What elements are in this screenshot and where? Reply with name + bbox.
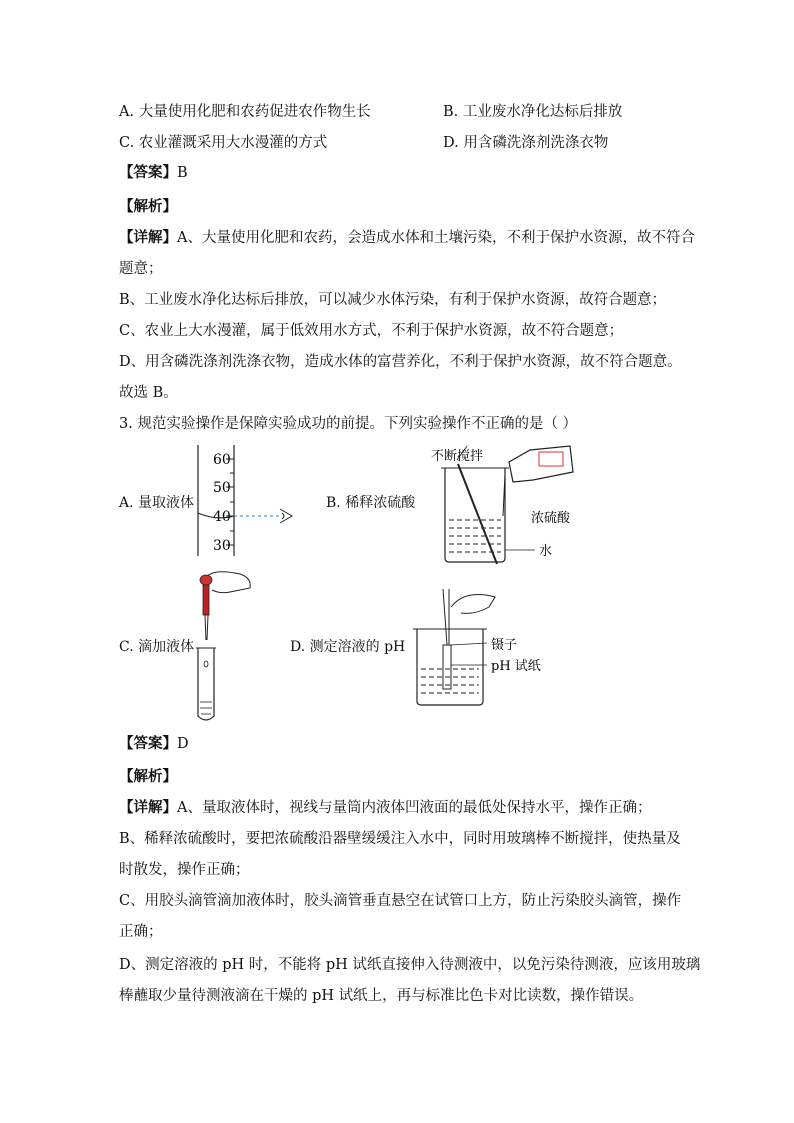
q2-answer (119, 163, 188, 183)
fig-a-label: A. 量取液体 (119, 495, 195, 511)
detail-tag: 【详解】 (119, 229, 177, 246)
tick-50: 50 (213, 480, 231, 496)
answer-tag: 【答案】 (119, 164, 177, 181)
q2-analysis-tag: 【解析】 (119, 198, 177, 215)
q3-stem: 3. 规范实验操作是保障实验成功的前提。下列实验操作不正确的是（ ） (119, 416, 578, 432)
q2-detail-line-1 (119, 228, 695, 248)
fig-a-cylinder (190, 443, 310, 563)
eye-icon (280, 509, 292, 523)
q2-detail-line-5: D、用含磷洗涤剂洗涤衣物，造成水体的富营养化，不利于保护水资源，故不符合题意。 (119, 354, 682, 370)
q2-detail-line-3: B、工业废水净化达标后排放，可以减少水体污染，有利于保护水资源，故符合题意； (119, 292, 667, 308)
q2-detail-line-4: C、农业上大水漫灌，属于低效用水方式，不利于保护水资源，故不符合题意； (119, 323, 624, 339)
fig-b-beaker (425, 440, 625, 570)
detail-text: A、量取液体时，视线与量筒内液体凹液面的最低处保持水平，操作正确； (177, 800, 652, 816)
fig-b-label: B. 稀释浓硫酸 (326, 495, 416, 511)
answer-tag: 【答案】 (119, 735, 177, 752)
detail-tag: 【详解】 (119, 799, 177, 816)
q2-detail-line-6: 故选 B。 (119, 385, 178, 401)
tick-30: 30 (213, 538, 231, 554)
fig-d-beaker (405, 585, 585, 715)
tick-40: 40 (213, 509, 231, 525)
label-ph-paper: pH 试纸 (491, 659, 541, 674)
tick-60: 60 (213, 452, 231, 468)
q3-detail-line-3: 时散发，操作正确； (119, 862, 250, 878)
fig-d-label: D. 测定溶液的 pH (290, 639, 406, 655)
q3-detail-line-2: B、稀释浓硫酸时，要把浓硫酸沿器壁缓缓注入水中，同时用玻璃棒不断搅拌，使热量及 (119, 831, 681, 847)
q2-option-d: D. 用含磷洗涤剂洗涤衣物 (443, 135, 609, 151)
fig-c-label: C. 滴加液体 (119, 639, 195, 655)
label-tweezers: 镊子 (491, 638, 518, 653)
label-acid: 浓硫酸 (531, 511, 571, 526)
q3-detail-line-1 (119, 798, 651, 818)
q3-analysis-tag: 【解析】 (119, 768, 177, 785)
q3-detail-line-5: 正确； (119, 924, 163, 940)
answer-value: D (177, 736, 189, 752)
answer-value: B (177, 165, 188, 181)
q2-option-a: A. 大量使用化肥和农药促进农作物生长 (119, 104, 371, 120)
q3-detail-line-7: 棒蘸取少量待测液滴在干燥的 pH 试纸上，再与标准比色卡对比读数，操作错误。 (119, 988, 644, 1004)
label-stir: 不断搅拌 (431, 449, 484, 464)
q2-detail-line-2: 题意； (119, 261, 163, 277)
q2-option-b: B. 工业废水净化达标后排放 (443, 104, 623, 120)
detail-text: A、大量使用化肥和农药，会造成水体和土壤污染，不利于保护水资源，故不符合 (177, 230, 695, 246)
label-water: 水 (539, 544, 553, 559)
q3-detail-line-6: D、测定溶液的 pH 时，不能将 pH 试纸直接伸入待测液中，以免污染待测液，应该用玻璃 (119, 957, 701, 973)
fig-c-dropper (190, 568, 270, 728)
q3-detail-line-4: C、用胶头滴管滴加液体时，胶头滴管垂直悬空在试管口上方，防止污染胶头滴管，操作 (119, 893, 682, 909)
q2-option-c: C. 农业灌溉采用大水漫灌的方式 (119, 135, 328, 151)
q3-answer (119, 734, 189, 754)
